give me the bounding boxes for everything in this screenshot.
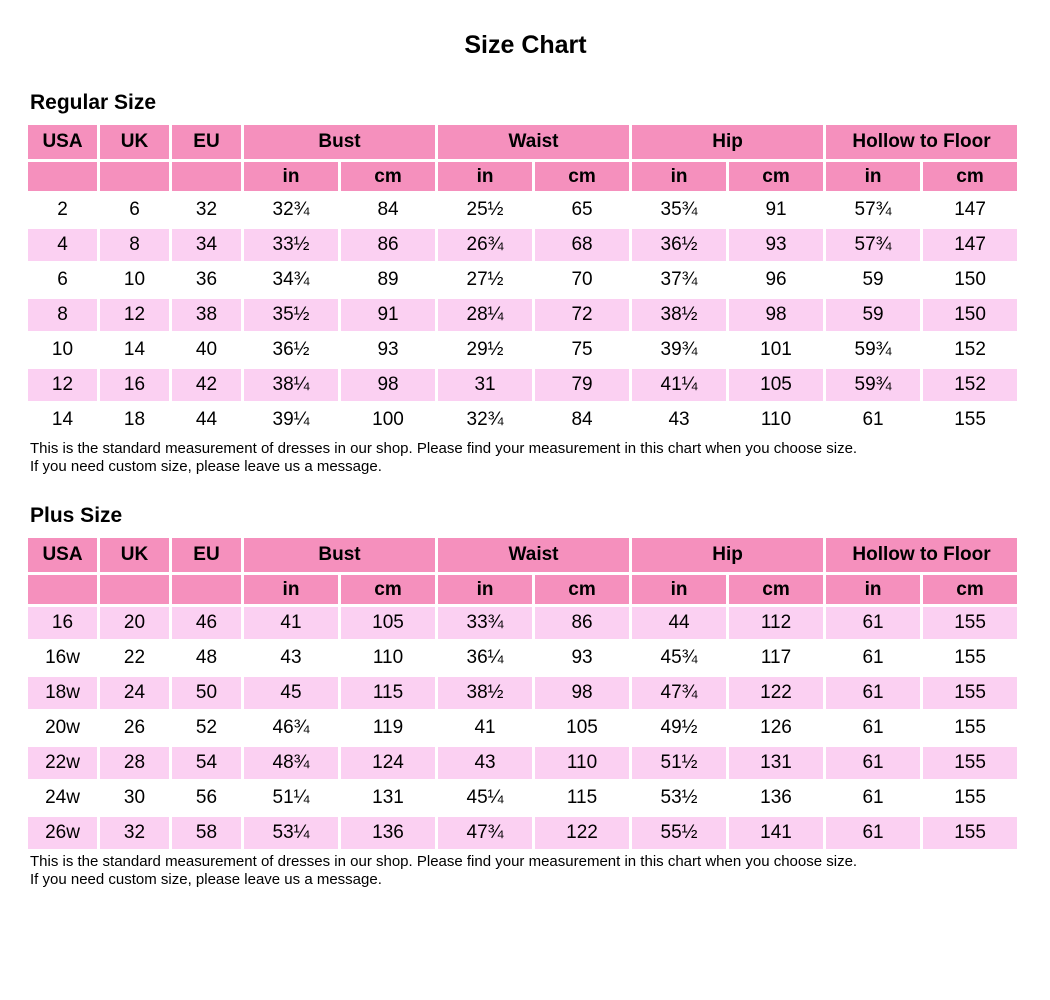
column-header-uk: UK [100, 125, 169, 159]
plus-size-table [25, 535, 1020, 852]
column-header-hollow-to-floor: Hollow to Floor [826, 125, 1017, 159]
table-row [28, 229, 1017, 261]
table-row [28, 334, 1017, 366]
table-cell: 8 [100, 229, 169, 261]
table-cell: 126 [729, 712, 823, 744]
unit-header-cm: cm [729, 575, 823, 604]
table-cell: 44 [632, 607, 726, 639]
table-cell: 18 [100, 404, 169, 436]
table-cell: 32¾ [438, 404, 532, 436]
table-cell: 79 [535, 369, 629, 401]
table-cell: 14 [100, 334, 169, 366]
table-cell: 12 [100, 299, 169, 331]
table-cell: 61 [826, 404, 920, 436]
table-cell: 150 [923, 299, 1017, 331]
table-cell: 91 [341, 299, 435, 331]
table-cell: 70 [535, 264, 629, 296]
empty-header-cell [100, 162, 169, 191]
table-cell: 57¾ [826, 229, 920, 261]
table-row [28, 404, 1017, 436]
table-cell: 101 [729, 334, 823, 366]
unit-header-cm: cm [923, 162, 1017, 191]
table-cell: 34¾ [244, 264, 338, 296]
empty-header-cell [172, 162, 241, 191]
header-unit-row [28, 162, 1017, 191]
table-cell: 112 [729, 607, 823, 639]
unit-header-cm: cm [729, 162, 823, 191]
unit-header-in: in [244, 575, 338, 604]
plus-size-heading: Plus Size [30, 504, 123, 527]
table-cell: 10 [100, 264, 169, 296]
table-cell: 93 [729, 229, 823, 261]
unit-header-in: in [244, 162, 338, 191]
table-row [28, 677, 1017, 709]
table-cell: 46 [172, 607, 241, 639]
table-cell: 46¾ [244, 712, 338, 744]
table-cell: 32 [100, 817, 169, 849]
table-cell: 32 [172, 194, 241, 226]
table-cell: 42 [172, 369, 241, 401]
table-cell: 57¾ [826, 194, 920, 226]
unit-header-in: in [632, 575, 726, 604]
table-cell: 50 [172, 677, 241, 709]
table-row [28, 607, 1017, 639]
table-cell: 32¾ [244, 194, 338, 226]
table-cell: 27½ [438, 264, 532, 296]
table-cell: 48¾ [244, 747, 338, 779]
table-cell: 31 [438, 369, 532, 401]
table-cell: 36 [172, 264, 241, 296]
table-cell: 59¾ [826, 334, 920, 366]
empty-header-cell [172, 575, 241, 604]
table-cell: 43 [244, 642, 338, 674]
table-cell: 41¼ [632, 369, 726, 401]
table-cell: 38¼ [244, 369, 338, 401]
table-cell: 47¾ [438, 817, 532, 849]
table-cell: 152 [923, 369, 1017, 401]
table-cell: 28¼ [438, 299, 532, 331]
unit-header-cm: cm [923, 575, 1017, 604]
table-cell: 6 [100, 194, 169, 226]
table-cell: 155 [923, 642, 1017, 674]
table-cell: 16 [100, 369, 169, 401]
table-cell: 39¼ [244, 404, 338, 436]
table-cell: 33¾ [438, 607, 532, 639]
table-cell: 131 [341, 782, 435, 814]
column-header-usa: USA [28, 125, 97, 159]
table-cell: 147 [923, 229, 1017, 261]
table-cell: 155 [923, 677, 1017, 709]
table-cell: 117 [729, 642, 823, 674]
table-cell: 22 [100, 642, 169, 674]
table-row [28, 642, 1017, 674]
table-cell: 41 [438, 712, 532, 744]
table-cell: 155 [923, 607, 1017, 639]
table-cell: 55½ [632, 817, 726, 849]
table-cell: 16 [28, 607, 97, 639]
table-cell: 59 [826, 299, 920, 331]
table-cell: 24 [100, 677, 169, 709]
column-header-bust: Bust [244, 538, 435, 572]
empty-header-cell [100, 575, 169, 604]
table-cell: 54 [172, 747, 241, 779]
table-row [28, 299, 1017, 331]
table-cell: 24w [28, 782, 97, 814]
table-cell: 53¼ [244, 817, 338, 849]
column-header-waist: Waist [438, 125, 629, 159]
table-cell: 2 [28, 194, 97, 226]
page-title: Size Chart [464, 31, 587, 59]
table-cell: 86 [535, 607, 629, 639]
table-row [28, 712, 1017, 744]
table-cell: 59¾ [826, 369, 920, 401]
column-header-hollow-to-floor: Hollow to Floor [826, 538, 1017, 572]
header-group-row [28, 125, 1017, 159]
table-cell: 49½ [632, 712, 726, 744]
table-cell: 30 [100, 782, 169, 814]
unit-header-in: in [826, 162, 920, 191]
table-cell: 51¼ [244, 782, 338, 814]
table-cell: 84 [341, 194, 435, 226]
table-cell: 58 [172, 817, 241, 849]
table-cell: 155 [923, 712, 1017, 744]
table-cell: 147 [923, 194, 1017, 226]
unit-header-cm: cm [535, 162, 629, 191]
table-cell: 26 [100, 712, 169, 744]
table-cell: 119 [341, 712, 435, 744]
unit-header-cm: cm [341, 575, 435, 604]
table-cell: 52 [172, 712, 241, 744]
column-header-eu: EU [172, 125, 241, 159]
table-cell: 61 [826, 642, 920, 674]
table-cell: 61 [826, 817, 920, 849]
table-row [28, 782, 1017, 814]
table-row [28, 194, 1017, 226]
table-cell: 36½ [632, 229, 726, 261]
regular-size-note [30, 440, 1023, 476]
plus-size-note [30, 853, 1023, 889]
table-cell: 136 [341, 817, 435, 849]
table-row [28, 747, 1017, 779]
regular-size-table [25, 122, 1020, 439]
table-cell: 45¼ [438, 782, 532, 814]
unit-header-cm: cm [535, 575, 629, 604]
table-cell: 44 [172, 404, 241, 436]
regular-size-heading: Regular Size [30, 91, 157, 114]
table-cell: 152 [923, 334, 1017, 366]
table-cell: 25½ [438, 194, 532, 226]
table-cell: 4 [28, 229, 97, 261]
table-row [28, 369, 1017, 401]
table-cell: 26¾ [438, 229, 532, 261]
table-cell: 51½ [632, 747, 726, 779]
table-cell: 43 [438, 747, 532, 779]
header-group-row [28, 538, 1017, 572]
table-cell: 36½ [244, 334, 338, 366]
table-cell: 61 [826, 607, 920, 639]
table-cell: 28 [100, 747, 169, 779]
table-cell: 150 [923, 264, 1017, 296]
table-cell: 33½ [244, 229, 338, 261]
column-header-usa: USA [28, 538, 97, 572]
table-cell: 20w [28, 712, 97, 744]
column-header-eu: EU [172, 538, 241, 572]
table-cell: 115 [535, 782, 629, 814]
table-cell: 105 [341, 607, 435, 639]
table-cell: 26w [28, 817, 97, 849]
table-cell: 20 [100, 607, 169, 639]
table-cell: 35¾ [632, 194, 726, 226]
table-cell: 122 [535, 817, 629, 849]
table-cell: 10 [28, 334, 97, 366]
table-cell: 89 [341, 264, 435, 296]
table-row [28, 264, 1017, 296]
regular-size-section [28, 91, 1023, 476]
table-cell: 36¼ [438, 642, 532, 674]
table-cell: 122 [729, 677, 823, 709]
table-cell: 110 [535, 747, 629, 779]
table-cell: 56 [172, 782, 241, 814]
table-cell: 93 [535, 642, 629, 674]
table-cell: 98 [535, 677, 629, 709]
table-cell: 41 [244, 607, 338, 639]
table-cell: 38½ [438, 677, 532, 709]
table-cell: 6 [28, 264, 97, 296]
table-cell: 53½ [632, 782, 726, 814]
table-cell: 40 [172, 334, 241, 366]
table-cell: 29½ [438, 334, 532, 366]
unit-header-in: in [826, 575, 920, 604]
table-cell: 34 [172, 229, 241, 261]
table-cell: 61 [826, 712, 920, 744]
table-cell: 48 [172, 642, 241, 674]
column-header-uk: UK [100, 538, 169, 572]
table-cell: 61 [826, 747, 920, 779]
table-cell: 105 [535, 712, 629, 744]
table-cell: 131 [729, 747, 823, 779]
column-header-hip: Hip [632, 125, 823, 159]
table-cell: 37¾ [632, 264, 726, 296]
table-cell: 155 [923, 782, 1017, 814]
table-cell: 47¾ [632, 677, 726, 709]
table-cell: 155 [923, 747, 1017, 779]
table-cell: 8 [28, 299, 97, 331]
column-header-bust: Bust [244, 125, 435, 159]
empty-header-cell [28, 162, 97, 191]
table-cell: 45 [244, 677, 338, 709]
table-cell: 39¾ [632, 334, 726, 366]
table-cell: 72 [535, 299, 629, 331]
table-cell: 84 [535, 404, 629, 436]
table-cell: 100 [341, 404, 435, 436]
table-cell: 61 [826, 677, 920, 709]
unit-header-cm: cm [341, 162, 435, 191]
column-header-hip: Hip [632, 538, 823, 572]
table-cell: 22w [28, 747, 97, 779]
table-cell: 155 [923, 817, 1017, 849]
table-cell: 110 [341, 642, 435, 674]
table-cell: 91 [729, 194, 823, 226]
table-cell: 110 [729, 404, 823, 436]
header-unit-row [28, 575, 1017, 604]
note-line-2: If you need custom size, please leave us a message. [30, 458, 382, 475]
plus-size-section [28, 504, 1023, 889]
table-cell: 38½ [632, 299, 726, 331]
unit-header-in: in [632, 162, 726, 191]
note-line-1: This is the standard measurement of dresses in our shop. Please find your measurement in this chart when you choose size. [30, 440, 858, 457]
table-cell: 155 [923, 404, 1017, 436]
note-line-2: If you need custom size, please leave us a message. [30, 871, 382, 888]
unit-header-in: in [438, 575, 532, 604]
table-cell: 86 [341, 229, 435, 261]
table-cell: 65 [535, 194, 629, 226]
table-cell: 98 [341, 369, 435, 401]
column-header-waist: Waist [438, 538, 629, 572]
table-cell: 105 [729, 369, 823, 401]
table-cell: 59 [826, 264, 920, 296]
table-cell: 141 [729, 817, 823, 849]
table-cell: 98 [729, 299, 823, 331]
table-cell: 16w [28, 642, 97, 674]
table-cell: 14 [28, 404, 97, 436]
table-row [28, 817, 1017, 849]
table-cell: 115 [341, 677, 435, 709]
unit-header-in: in [438, 162, 532, 191]
table-cell: 12 [28, 369, 97, 401]
table-cell: 38 [172, 299, 241, 331]
table-cell: 75 [535, 334, 629, 366]
table-cell: 96 [729, 264, 823, 296]
table-cell: 45¾ [632, 642, 726, 674]
table-cell: 35½ [244, 299, 338, 331]
table-cell: 93 [341, 334, 435, 366]
table-cell: 61 [826, 782, 920, 814]
empty-header-cell [28, 575, 97, 604]
table-cell: 68 [535, 229, 629, 261]
note-line-1: This is the standard measurement of dresses in our shop. Please find your measurement in this chart when you choose size. [30, 853, 858, 870]
table-cell: 136 [729, 782, 823, 814]
table-cell: 18w [28, 677, 97, 709]
table-cell: 43 [632, 404, 726, 436]
table-cell: 124 [341, 747, 435, 779]
